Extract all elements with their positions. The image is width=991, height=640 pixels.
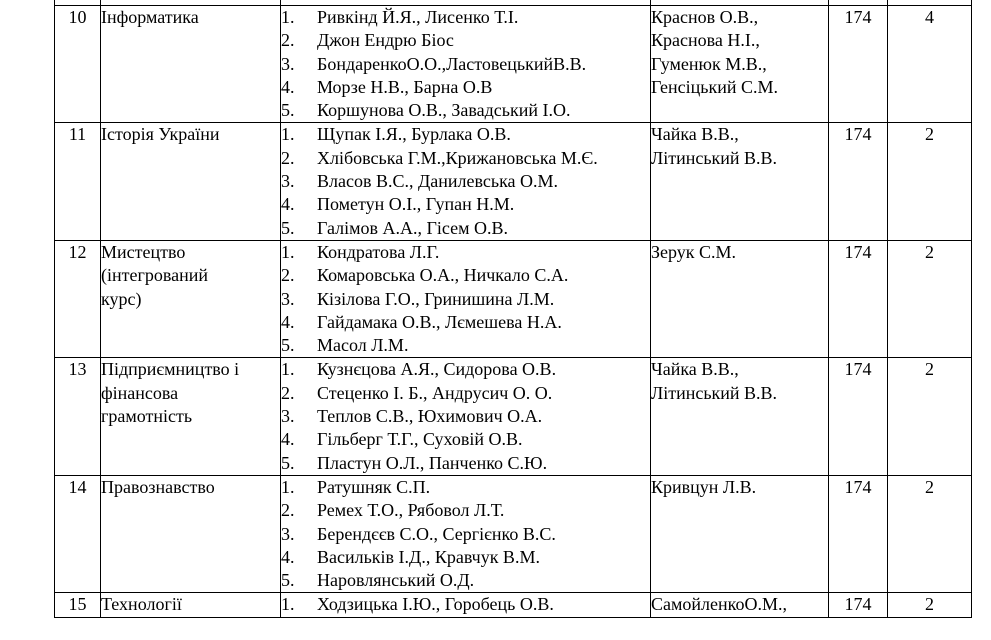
author-list-item: [281, 405, 650, 428]
author-list-item: [281, 6, 650, 29]
author-item-number: 5.: [281, 217, 295, 238]
editions-value: 4: [925, 7, 934, 27]
subject-name: Правознавство: [101, 476, 215, 497]
author-item-number: 2.: [281, 147, 295, 168]
author-names: Ривкінд Й.Я., Лисенко Т.І.: [317, 7, 519, 27]
author-item-number: 1.: [281, 359, 295, 380]
author-list-item: [281, 147, 650, 170]
expert-name: Чайка В.В.,: [651, 124, 739, 145]
author-list-item: [281, 123, 650, 146]
row-number: 14: [68, 476, 87, 497]
table-row: [55, 240, 972, 357]
author-item-number: 5.: [281, 335, 295, 356]
author-item-number: 3.: [281, 288, 295, 309]
row-number: 11: [68, 124, 87, 145]
subject-cell: [101, 475, 281, 592]
author-names: Коршунова О.В., Завадський І.О.: [317, 100, 571, 121]
author-names: Ремех Т.О., Рябовол Л.Т.: [317, 500, 505, 521]
author-list-item: [281, 241, 650, 264]
table-row: [55, 358, 972, 475]
row-number-cell: [55, 240, 101, 357]
author-item-number: 2.: [281, 500, 295, 521]
subject-cell: [101, 240, 281, 357]
author-item-number: 2.: [281, 30, 295, 51]
author-list-item: [281, 546, 650, 569]
author-names: Гільберг Т.Г., Суховій О.В.: [317, 429, 523, 450]
author-names: Кізілова Г.О., Гринишина Л.М.: [317, 288, 555, 309]
author-list-item: [281, 311, 650, 334]
author-names: Власов В.С., Данилевська О.М.: [317, 171, 559, 192]
editions-cell: [888, 240, 972, 357]
experts-cell: [651, 593, 829, 617]
editions-value: 2: [925, 241, 934, 262]
author-item-number: 3.: [281, 171, 295, 192]
editions-value: 2: [925, 124, 934, 145]
author-names: Галімов А.А., Гісем О.В.: [317, 217, 508, 238]
author-item-number: 3.: [281, 523, 295, 544]
count-value: 174: [844, 359, 872, 380]
count-value: 174: [844, 124, 872, 145]
row-number-cell: [55, 358, 101, 475]
author-item-number: [281, 0, 317, 2]
subject-cell: [101, 6, 281, 123]
expert-name: Краснова Н.І.,: [651, 30, 760, 51]
editions-value: 2: [925, 359, 934, 380]
authors-cell: [281, 358, 651, 475]
author-names: Щупак І.Я., Бурлака О.В.: [317, 124, 511, 145]
subject-name: (інтегрований: [101, 265, 209, 286]
editions-value: 2: [925, 594, 934, 615]
editions-cell: [888, 475, 972, 592]
expert-name: Зерук С.М.: [651, 241, 737, 262]
editions-value: 2: [925, 476, 934, 497]
author-list-item: [281, 170, 650, 193]
row-number: 12: [68, 241, 87, 262]
author-item-number: 1.: [281, 124, 295, 145]
table-row: [55, 475, 972, 592]
author-item-number: 4.: [281, 194, 295, 215]
experts-cell: [651, 123, 829, 240]
author-names: Ратушняк С.П.: [317, 476, 431, 497]
subject-cell: [101, 593, 281, 617]
author-names: Пометун О.І., Гупан Н.М.: [317, 194, 515, 215]
subject-name: Мистецтво: [101, 241, 186, 262]
author-list-item: [281, 288, 650, 311]
author-item-number: 1.: [281, 7, 295, 27]
subject-cell: [101, 123, 281, 240]
expert-name: Гуменюк М.В.,: [651, 53, 767, 74]
count-value: 174: [844, 476, 872, 497]
table-row: [55, 593, 972, 617]
author-item-number: 2.: [281, 382, 295, 403]
author-list-item: [281, 593, 650, 616]
author-names: Морзе Н.В., Барна О.В: [317, 76, 493, 97]
table-row: [55, 123, 972, 240]
author-names: Берендєєв С.О., Сергієнко В.С.: [317, 523, 556, 544]
author-names: Хлібовська Г.М.,Крижановська М.Є.: [317, 147, 598, 168]
subject-name: грамотність: [101, 406, 193, 427]
subject-name: Технології: [101, 594, 182, 615]
count-cell: [829, 475, 888, 592]
author-names: Кондратова Л.Г.: [317, 241, 440, 262]
author-list-item: [281, 476, 650, 499]
experts-cell: [651, 240, 829, 357]
expert-name: Генсіцький С.М.: [651, 76, 779, 97]
authors-cell: [281, 475, 651, 592]
authors-cell: [281, 593, 651, 617]
author-list-item: [281, 217, 650, 240]
author-item-number: 4.: [281, 429, 295, 450]
author-item-number: 5.: [281, 452, 295, 473]
author-list-item: [281, 264, 650, 287]
author-item-number: 3.: [281, 406, 295, 427]
subject-name: фінансова: [101, 382, 179, 403]
author-names: Гайдамака О.В., Лємешева Н.А.: [317, 311, 562, 332]
author-list-item: [281, 334, 650, 357]
author-item-number: 2.: [281, 265, 295, 286]
row-number-cell: [55, 6, 101, 123]
author-list-item: [281, 428, 650, 451]
author-list-item: [281, 0, 650, 2]
subject-cell: [101, 358, 281, 475]
authors-cell: [281, 123, 651, 240]
authors-cell: [281, 6, 651, 123]
author-names: [317, 0, 586, 2]
author-item-number: 1.: [281, 476, 295, 497]
count-value: 174: [844, 594, 872, 615]
row-number: 10: [68, 7, 87, 27]
experts-cell: [651, 6, 829, 123]
textbook-table: [54, 0, 972, 618]
author-list-item: [281, 523, 650, 546]
author-names: Комаровська О.А., Ничкало С.А.: [317, 265, 569, 286]
count-value: 174: [844, 7, 872, 27]
editions-cell: [888, 6, 972, 123]
author-list-item: [281, 569, 650, 592]
author-list-item: [281, 76, 650, 99]
experts-cell: [651, 358, 829, 475]
editions-cell: [888, 593, 972, 617]
author-item-number: 4.: [281, 546, 295, 567]
experts-cell: [651, 475, 829, 592]
author-names: Масол Л.М.: [317, 335, 409, 356]
author-list-item: [281, 99, 650, 122]
table-row: [55, 6, 972, 123]
author-names: Стеценко І. Б., Андрусич О. О.: [317, 382, 553, 403]
row-number-cell: [55, 123, 101, 240]
author-names: БондаренкоО.О.,ЛастовецькийВ.В.: [317, 53, 587, 74]
author-list-item: [281, 193, 650, 216]
count-cell: [829, 593, 888, 617]
author-item-number: 1.: [281, 241, 295, 262]
author-list-item: [281, 29, 650, 52]
row-number: 15: [68, 594, 87, 615]
subject-name: Історія України: [101, 124, 220, 145]
author-item-number: 3.: [281, 53, 295, 74]
subject-name: курс): [101, 288, 142, 309]
count-cell: [829, 6, 888, 123]
author-names: Кузнєцова А.Я., Сидорова О.В.: [317, 359, 557, 380]
expert-name: Літинський В.В.: [651, 382, 778, 403]
count-cell: [829, 123, 888, 240]
authors-cell: [281, 240, 651, 357]
row-number-cell: [55, 593, 101, 617]
table-body: [55, 0, 972, 617]
count-cell: [829, 358, 888, 475]
author-list-item: [281, 452, 650, 475]
expert-name: СамойленкоО.М.,: [651, 594, 787, 615]
author-names: Пластун О.Л., Панченко С.Ю.: [317, 452, 548, 473]
row-number-cell: [55, 475, 101, 592]
author-list-item: [281, 53, 650, 76]
author-list-item: [281, 358, 650, 381]
subject-name: Підприємництво і: [101, 359, 240, 380]
author-item-number: 1.: [281, 594, 295, 615]
expert-name: Кривцун Л.В.: [651, 476, 757, 497]
author-list-item: [281, 382, 650, 405]
count-value: 174: [844, 241, 872, 262]
subject-name: Інформатика: [101, 7, 199, 27]
editions-cell: [888, 123, 972, 240]
author-item-number: 5.: [281, 100, 295, 121]
count-cell: [829, 240, 888, 357]
author-names: Ходзицька І.Ю., Горобець О.В.: [317, 594, 554, 615]
expert-name: Чайка В.В.,: [651, 359, 739, 380]
row-number: 13: [68, 359, 87, 380]
author-item-number: 4.: [281, 76, 295, 97]
expert-name: Краснов О.В.,: [651, 7, 759, 27]
editions-cell: [888, 358, 972, 475]
author-names: Наровлянський О.Д.: [317, 570, 475, 591]
author-item-number: 4.: [281, 311, 295, 332]
expert-name: Літинський В.В.: [651, 147, 778, 168]
author-names: Теплов С.В., Юхимович О.А.: [317, 406, 543, 427]
author-list-item: [281, 499, 650, 522]
author-names: Васильків І.Д., Кравчук В.М.: [317, 546, 540, 567]
author-item-number: 5.: [281, 570, 295, 591]
author-names: Джон Ендрю Біос: [317, 30, 454, 51]
